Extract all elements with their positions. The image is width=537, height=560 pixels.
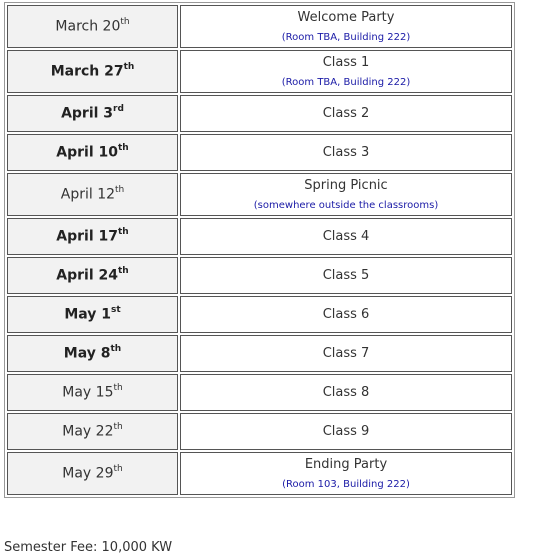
event-title: Class 6 — [322, 307, 370, 322]
schedule-event — [180, 50, 512, 93]
event-title: Class 7 — [322, 346, 370, 361]
schedule-event — [180, 173, 512, 216]
schedule-event — [180, 452, 512, 495]
event-location: (Room TBA, Building 222) — [281, 77, 411, 88]
schedule-event — [180, 413, 512, 450]
date-text: March 20 — [55, 18, 121, 35]
schedule-event — [180, 335, 512, 372]
schedule-row — [7, 134, 512, 171]
date-text: April 17 — [56, 228, 118, 245]
date-suffix: th — [115, 185, 125, 196]
schedule-body — [7, 5, 512, 495]
date-suffix: th — [118, 227, 129, 238]
schedule-date — [7, 296, 178, 333]
schedule-row — [7, 257, 512, 294]
semester-fee: Semester Fee: 10,000 KW — [4, 540, 173, 555]
event-title: Class 3 — [322, 145, 370, 160]
date-suffix: th — [120, 17, 130, 28]
schedule-row — [7, 173, 512, 216]
schedule-event — [180, 95, 512, 132]
schedule-row — [7, 218, 512, 255]
date-text: May 1 — [64, 306, 112, 323]
event-title: Ending Party — [304, 457, 388, 472]
schedule-event — [180, 5, 512, 48]
schedule-date — [7, 173, 178, 216]
schedule-row — [7, 296, 512, 333]
schedule-event — [180, 296, 512, 333]
date-suffix: th — [118, 143, 129, 154]
event-title: Spring Picnic — [304, 178, 388, 193]
date-text: May 29 — [62, 465, 114, 482]
date-suffix: st — [111, 305, 121, 316]
event-title: Welcome Party — [297, 10, 395, 25]
schedule-date — [7, 50, 178, 93]
date-suffix: th — [113, 422, 123, 433]
date-text: May 15 — [62, 384, 114, 401]
date-text: May 22 — [62, 423, 114, 440]
date-suffix: rd — [113, 104, 124, 115]
event-title: Class 9 — [322, 424, 370, 439]
date-text: April 10 — [56, 144, 118, 161]
date-text: March 27 — [50, 63, 124, 80]
date-text: April 12 — [60, 186, 116, 203]
event-location: (somewhere outside the classrooms) — [253, 200, 439, 211]
event-title: Class 8 — [322, 385, 370, 400]
date-suffix: th — [118, 266, 129, 277]
schedule-date — [7, 335, 178, 372]
event-title: Class 1 — [322, 55, 370, 70]
schedule-date — [7, 5, 178, 48]
event-title: Class 5 — [322, 268, 370, 283]
schedule-event — [180, 257, 512, 294]
schedule-date — [7, 218, 178, 255]
schedule-row — [7, 374, 512, 411]
schedule-row — [7, 50, 512, 93]
schedule-row — [7, 5, 512, 48]
event-location: (Room TBA, Building 222) — [281, 32, 411, 43]
schedule-date — [7, 413, 178, 450]
schedule-row — [7, 413, 512, 450]
schedule-row — [7, 335, 512, 372]
event-location: (Room 103, Building 222) — [282, 479, 410, 490]
schedule-event — [180, 374, 512, 411]
schedule-date — [7, 134, 178, 171]
date-suffix: th — [110, 344, 122, 355]
date-suffix: th — [113, 383, 123, 394]
schedule-date — [7, 452, 178, 495]
schedule-date — [7, 257, 178, 294]
date-text: April 24 — [56, 267, 118, 284]
schedule-event — [180, 134, 512, 171]
date-suffix: th — [123, 62, 135, 73]
schedule-table — [4, 2, 515, 498]
schedule-event — [180, 218, 512, 255]
schedule-date — [7, 95, 178, 132]
schedule-date — [7, 374, 178, 411]
date-text: May 8 — [63, 345, 111, 362]
schedule-row — [7, 95, 512, 132]
event-title: Class 2 — [322, 106, 370, 121]
date-text: April 3 — [61, 105, 114, 122]
date-suffix: th — [113, 464, 123, 475]
event-title: Class 4 — [322, 229, 370, 244]
schedule-row — [7, 452, 512, 495]
